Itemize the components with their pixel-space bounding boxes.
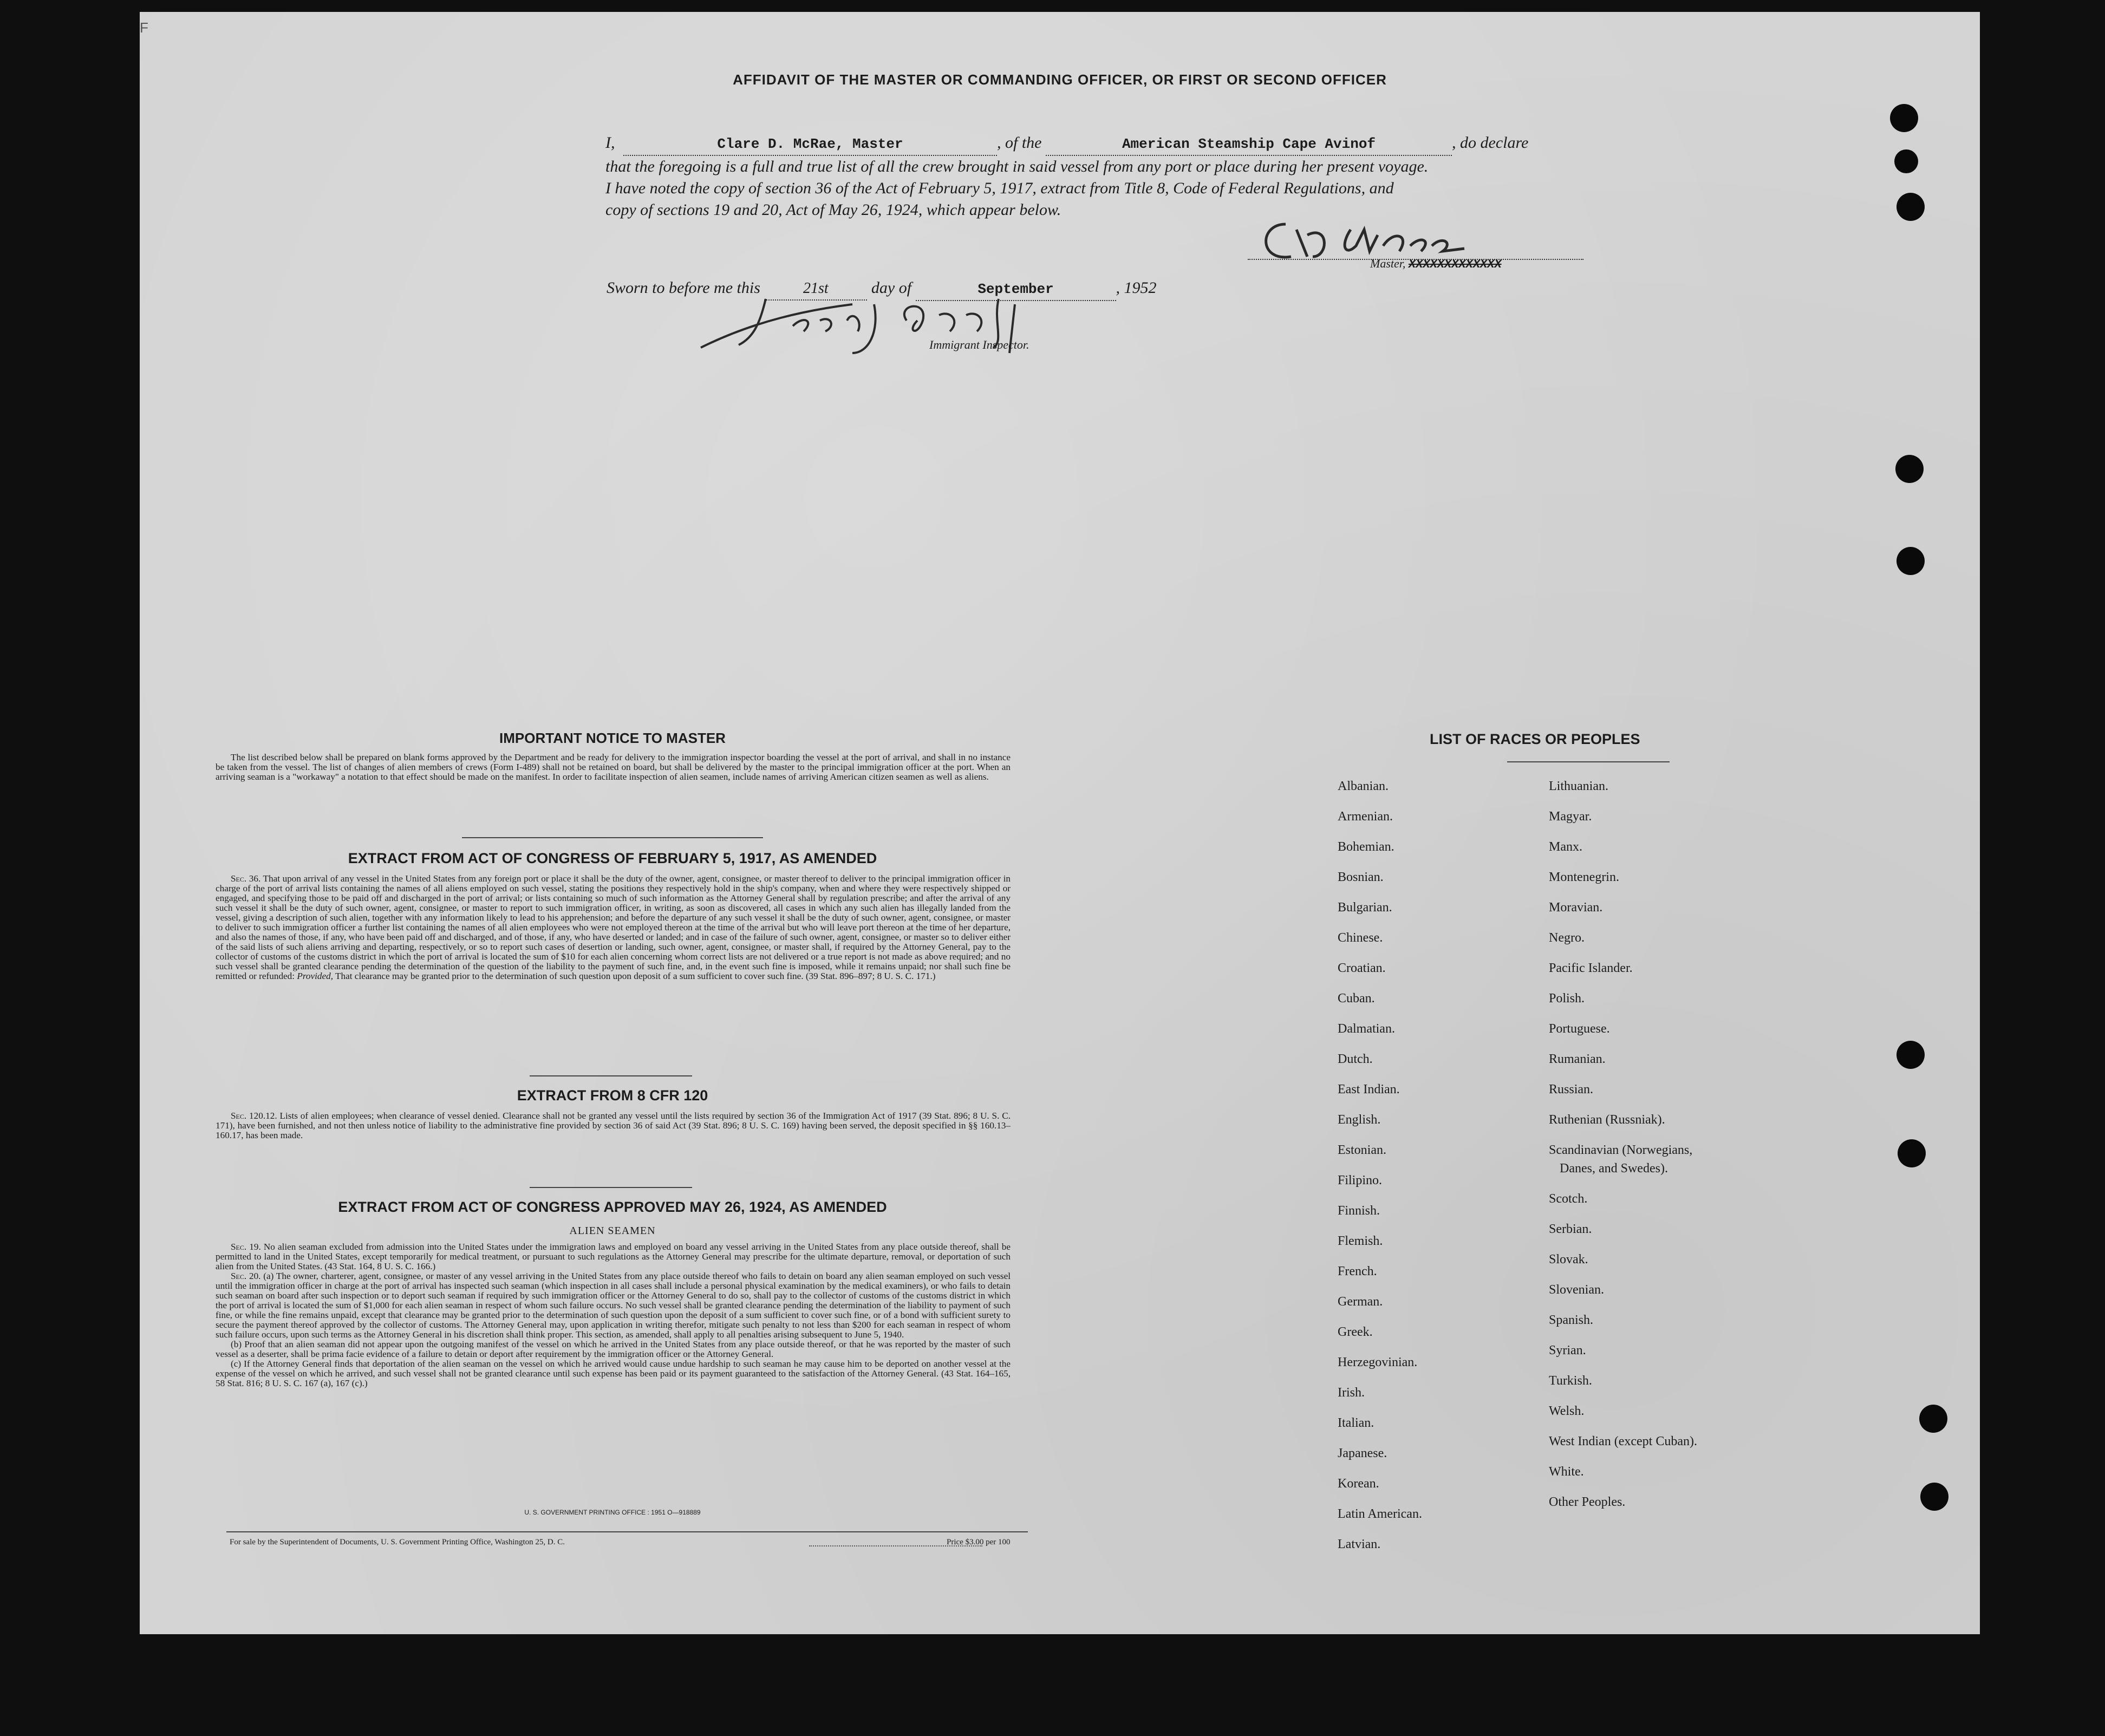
race-item: Magyar. xyxy=(1549,810,1592,824)
race-item: Manx. xyxy=(1549,840,1582,854)
master-label: Master, XXXXXXXXXXXXX xyxy=(1370,257,1502,271)
punch-hole xyxy=(1897,193,1925,221)
race-item: Latvian. xyxy=(1338,1537,1381,1551)
footer-rule xyxy=(226,1531,1028,1532)
race-item: Portuguese. xyxy=(1549,1022,1610,1036)
race-item: Polish. xyxy=(1549,991,1585,1006)
alien-seamen-subtitle: ALIEN SEAMEN xyxy=(569,1225,656,1237)
master-signature xyxy=(1248,213,1583,284)
race-item: Albanian. xyxy=(1338,779,1389,793)
punch-hole xyxy=(1898,1139,1926,1167)
race-item: Negro. xyxy=(1549,931,1585,945)
races-column-1 xyxy=(1338,771,1422,1559)
race-item: French. xyxy=(1338,1264,1377,1278)
race-item: Rumanian. xyxy=(1549,1052,1606,1066)
affidavit-line-2: that the foregoing is a full and true list of all the crew brought in said vessel from any port or place during her present voyage. xyxy=(605,158,1429,175)
race-item: Scotch. xyxy=(1549,1192,1588,1206)
race-item: Bulgarian. xyxy=(1338,900,1392,915)
race-item: Dutch. xyxy=(1338,1052,1373,1066)
page-corner-mark: F xyxy=(140,19,148,36)
race-item: Irish. xyxy=(1338,1386,1365,1400)
price-text: Price $3.00 per 100 xyxy=(947,1538,1011,1546)
race-item: Russian. xyxy=(1549,1082,1594,1097)
master-signature-svg xyxy=(1248,213,1583,284)
affidavit-line-3: I have noted the copy of section 36 of the Act of February 5, 1917, extract from Title 8, Code of Federal Regulations, and xyxy=(605,179,1394,197)
race-item: Welsh. xyxy=(1549,1404,1585,1418)
race-item: Ruthenian (Russniak). xyxy=(1549,1113,1665,1127)
race-item: Cuban. xyxy=(1338,991,1375,1006)
race-item: Turkish. xyxy=(1549,1374,1592,1388)
race-item: Pacific Islander. xyxy=(1549,961,1633,975)
affidavit-lead: I, xyxy=(605,134,615,152)
punch-hole xyxy=(1897,1041,1925,1069)
extract-cfr-text: Sec. 120.12. Lists of alien employees; when clearance of vessel denied. Clearance shall not be granted any vessel until the lists required by section 36 of the Immigration Act of 1917 (39 Stat. 896; 8 U. S. C. 171), have been furnished, and not then unless notice of liability to the administrative fine provided by section 36 of said Act (39 Stat. 896; 8 U. S. C. 169) having been served, the deposit specified in §§ 160.13–160.17, has been made. xyxy=(216,1111,1011,1140)
race-item: Moravian. xyxy=(1549,900,1603,915)
declarant-name: Clare D. McRae, Master xyxy=(717,136,903,152)
race-item: Dalmatian. xyxy=(1338,1022,1395,1036)
sworn-month: September xyxy=(977,281,1054,297)
race-item: East Indian. xyxy=(1338,1082,1400,1097)
race-item: Herzegovinian. xyxy=(1338,1355,1418,1369)
race-item: German. xyxy=(1338,1295,1383,1309)
race-item: Bohemian. xyxy=(1338,840,1394,854)
race-item: Serbian. xyxy=(1549,1222,1592,1236)
of-the-text: , of the xyxy=(997,134,1042,152)
race-item: Danes, and Swedes). xyxy=(1560,1161,1668,1176)
race-item: Slovak. xyxy=(1549,1252,1588,1267)
punch-hole xyxy=(1890,104,1918,132)
affidavit-title: AFFIDAVIT OF THE MASTER OR COMMANDING OFFICER, OR FIRST OR SECOND OFFICER xyxy=(733,71,1387,88)
punch-hole xyxy=(1897,547,1925,575)
race-item: Latin American. xyxy=(1338,1507,1422,1521)
races-column-2 xyxy=(1549,771,1697,1517)
gpo-imprint: U. S. GOVERNMENT PRINTING OFFICE : 1951 O—918889 xyxy=(524,1509,701,1516)
race-item: Slovenian. xyxy=(1549,1283,1604,1297)
races-title: LIST OF RACES OR PEOPLES xyxy=(1430,731,1640,747)
extract-1917-text: Sec. 36. That upon arrival of any vessel in the United States from any foreign port or place it shall be the duty of the owner, agent, consignee, or master thereof to deliver to the principal immigration officer in charge of the port of arrival lists containing the names of all aliens employed on such vessel, stating the positions they respectively hold in the ship's company, when and where they were respectively shipped or engaged, and specifying those to be paid off and discharged in the port of arrival; or lists containing so much of such information as the Attorney General shall by regulation prescribe; and after the arrival of any such vessel it shall be the duty of such owner, agent, consignee, or master to report to such immigration officer, in writing, as soon as discovered, all cases in which any such alien has illegally landed from the vessel, giving a description of such alien, together with any information likely to lead to his apprehension; and before the departure of any such vessel it shall be the duty of such owner, agent, consignee, or master to deliver to such immigration officer a further list containing the names of all alien employees who were not employed thereon at the time of the arrival but who will leave port thereon at the time of her departure, and also the names of those, if any, who have been paid off and discharged, and of those, if any, who have deserted or landed; and in case of the failure of such owner, agent, consignee, or master so to deliver either of the said lists of such aliens arriving and departing, respectively, or so to report such cases of desertion or landing, such owner, agent, consignee, or master shall, if required by the Attorney General, pay to the collector of customs of the customs district in which the port of arrival is located the sum of $10 for each alien concerning whom correct lists are not delivered or a true report is not made as above required; and no such vessel shall be granted clearance pending the determination of the question of the liability to the payment of such fine, and, in the event such fine is imposed, while it remains unpaid; nor shall such fine be remitted or refunded: Provided, That clearance may be granted prior to the determination of such question upon deposit of a sum sufficient to cover such fine. (39 Stat. 896–897; 8 U. S. C. 171.) xyxy=(216,873,1011,981)
master-struck-text: XXXXXXXXXXXXX xyxy=(1408,258,1502,271)
race-item: White. xyxy=(1549,1465,1584,1479)
race-item: West Indian (except Cuban). xyxy=(1549,1434,1697,1448)
affidavit-statement xyxy=(605,132,1732,221)
extract-cfr-divider xyxy=(530,1187,692,1188)
extract-cfr-title: EXTRACT FROM 8 CFR 120 xyxy=(517,1087,708,1104)
for-sale-text: For sale by the Superintendent of Documents, U. S. Government Printing Office, Washington 25, D. C. xyxy=(230,1538,565,1546)
race-item: Italian. xyxy=(1338,1416,1374,1430)
punch-hole xyxy=(1895,455,1924,483)
sec-36-label: Sec. 36. xyxy=(231,873,261,884)
race-item: Scandinavian (Norwegians, xyxy=(1549,1143,1693,1157)
notice-title: IMPORTANT NOTICE TO MASTER xyxy=(499,730,726,746)
race-item: English. xyxy=(1338,1113,1381,1127)
race-item: Lithuanian. xyxy=(1549,779,1608,793)
sworn-day: 21st xyxy=(803,280,829,297)
sworn-line: Sworn to before me this 21st day of September , 1952 xyxy=(607,277,1157,301)
do-declare-text: , do declare xyxy=(1452,134,1529,152)
affidavit-line-4: copy of sections 19 and 20, Act of May 26, 1924, which appear below. xyxy=(605,201,1061,219)
race-item: Korean. xyxy=(1338,1477,1379,1491)
notice-text: The list described below shall be prepared on blank forms approved by the Department and be ready for delivery to the immigration inspector boarding the vessel at the port of arrival, and shall in no instance be taken from the vessel. The list of changes of alien members of crews (Form I-489) shall not be retained on board, but shall be delivered by the master to the principal immigration officer at the port. When an arriving seaman is a "workaway" a notation to that effect should be made on the manifest. In order to facilitate inspection of alien seamen, include names of arriving American citizen seamen as well as aliens. xyxy=(216,752,1011,782)
race-item: Montenegrin. xyxy=(1549,870,1619,884)
extract-1924-text: Sec. 19. No alien seaman excluded from admission into the United States under the immigration laws and employed on board any vessel arriving in the United States from any place outside thereof, shall be permitted to land in the United States, except temporarily for medical treatment, or pursuant to such regulations as the Attorney General may prescribe for the ultimate departure, removal, or deportation of such alien from the United States. (43 Stat. 164, 8 U. S. C. 166.) Sec. 20. (a) The owner, charterer, agent, consignee, or master of any vessel arriving in the United States from any place outside thereof who fails to detain on board any alien seaman employed on such vessel until the immigration officer in charge at the port of arrival has inspected such seaman (which inspection in all cases shall include a personal physical examination by the medical examiners), or who fails to detain such seaman on board after such inspection or to deport such seaman if required by such immigration officer or the Attorney General to do so, shall pay to the collector of customs of the customs district in which the port of arrival is located the sum of $1,000 for each alien seaman in respect of whom such failure occurs. No such vessel shall be granted clearance pending the determination of the liability to payment of such fine, or while the fine remains unpaid, except that clearance may be granted prior to the determination of such question upon the deposit of a sum sufficient to cover such fine, or of a bond with sufficient surety to secure the payment thereof approved by the collector of customs. The Attorney General may, upon application in writing therefor, mitigate such penalty to not less than $200 for each seaman in respect of whom such failure occurs, upon such terms as the Attorney General in his discretion shall think proper. This section, as amended, shall apply to all penalties arising subsequent to June 5, 1940. (b) Proof that an alien seaman did not appear upon the outgoing manifest of the vessel on which he arrived in the United States from any place outside thereof, or that he was reported by the master of such vessel as a deserter, shall be prima facie evidence of a failure to detain or deport after requirement by the immigration officer or the Attorney General. (c) If the Attorney General finds that deportation of the alien seaman on the vessel on which he arrived would cause undue hardship to such seaman he may cause him to be deported on another vessel at the expense of the vessel on which he arrived, and such vessel shall not be granted clearance until such expense has been paid or its payment guaranteed to the satisfaction of the Attorney General. (43 Stat. 164–165, 58 Stat. 816; 8 U. S. C. 167 (a), 167 (c).) xyxy=(216,1242,1011,1388)
race-item: Greek. xyxy=(1338,1325,1373,1339)
punch-hole xyxy=(1919,1405,1947,1433)
extract-1924-title: EXTRACT FROM ACT OF CONGRESS APPROVED MAY 26, 1924, AS AMENDED xyxy=(338,1199,887,1215)
vessel-name: American Steamship Cape Avinof xyxy=(1122,136,1376,152)
race-item: Armenian. xyxy=(1338,810,1393,824)
races-divider xyxy=(1507,761,1670,762)
punch-hole xyxy=(1894,149,1918,173)
race-item: Syrian. xyxy=(1549,1343,1586,1358)
inspector-signature-svg xyxy=(690,288,1102,358)
document-page xyxy=(140,12,1980,1634)
race-item: Flemish. xyxy=(1338,1234,1383,1248)
extract-1917-title: EXTRACT FROM ACT OF CONGRESS OF FEBRUARY 5, 1917, AS AMENDED xyxy=(348,850,877,866)
inspector-label: Immigrant Inspector. xyxy=(929,338,1029,351)
race-item: Finnish. xyxy=(1338,1204,1380,1218)
extract-1917-divider xyxy=(530,1075,692,1076)
race-item: Filipino. xyxy=(1338,1173,1383,1187)
race-item: Other Peoples. xyxy=(1549,1495,1626,1509)
race-item: Spanish. xyxy=(1549,1313,1594,1327)
notice-divider xyxy=(462,837,763,838)
race-item: Chinese. xyxy=(1338,931,1383,945)
inspector-signature xyxy=(690,288,1102,358)
race-item: Estonian. xyxy=(1338,1143,1386,1157)
race-item: Japanese. xyxy=(1338,1446,1387,1460)
race-item: Bosnian. xyxy=(1338,870,1384,884)
sworn-year: , 1952 xyxy=(1116,279,1157,297)
punch-hole xyxy=(1920,1483,1948,1511)
race-item: Croatian. xyxy=(1338,961,1386,975)
